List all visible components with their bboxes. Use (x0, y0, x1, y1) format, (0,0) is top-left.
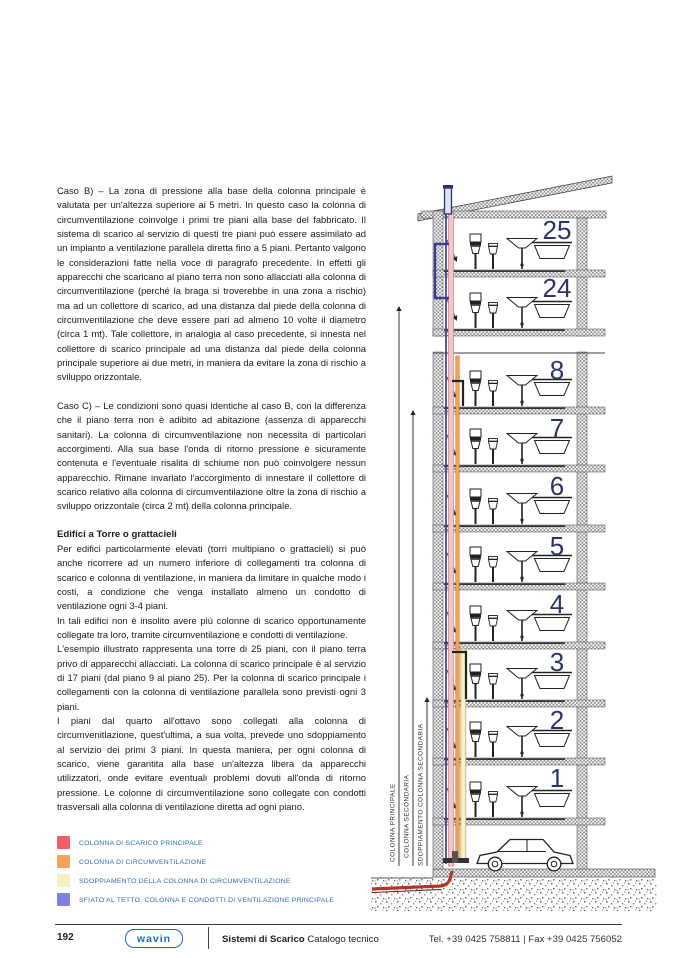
floor-number: 25 (542, 215, 572, 245)
wavin-logo-text: wavin (136, 932, 172, 945)
footer-title (222, 934, 379, 945)
paragraph-tower-1: Per edifici particolarmente elevati (torri multipiano o grattacieli) si può anche ricorrere ad un numero inferiore di collegamenti tra colonna di scarico e colonna di ventilazione, in maniera da limitare in qualche modo i costi, a condizione che venga installato almeno un condotto di ventilazione ogni 3-4 piani. (57, 542, 366, 612)
legend-label: SDOPPIAMENTO DELLA COLONNA DI CIRCUMVENTILAZIONE (79, 877, 291, 885)
legend-label: SFIATO AL TETTO, COLONNA E CONDOTTI DI VENTILAZIONE PRINCIPALE (79, 896, 335, 904)
column-extent-arrows (390, 307, 428, 866)
floor-number: 2 (549, 705, 565, 735)
footer-divider (208, 927, 209, 949)
floor-number: 3 (549, 647, 565, 677)
floor-number: 24 (542, 273, 572, 303)
label-colonna-principale: COLONNA PRINCIPALE (389, 783, 397, 862)
floor-number: 4 (549, 589, 565, 619)
car (477, 840, 573, 871)
paragraph-caso-c: Caso C) – Le condizioni sono quasi identiche al caso B, con la differenza che il piano terra non è adibito ad abitazione (assenza di apparecchi sanitari). La colonna di circumventilazione non necessita di particolari accorgimenti. Alla sua base l'onda di ritorno pressione è sicuramente contenuta e l'eventuale risalita di schiume non può coinvolgere nessun apparecchio. Rimane invariato l'accorgimento di innestare il collettore di scarico relativo alla colonna di circumventilazione oltre la zona di rischio a sviluppo orizzontale (circa 2 mt) della colonna principale. (57, 399, 366, 512)
base-fittings (452, 851, 458, 863)
roof-vent-stub (443, 185, 453, 214)
footer-title-bold: Sistemi di Scarico (222, 934, 305, 945)
paragraph-caso-b: Caso B) – La zona di pressione alla base della colonna principale è valutata per un'altezza superiore ai 5 metri. In questo caso la colonna di circumventilazione coinvolge i primi tre piani alla base del fabbricato. Il sistema di scarico al servizio di questi tre piani può essere assimilato ad un impianto a ventilazione parallela diretta fino a 5 piani. Pertanto valgono le considerazioni fatte nella voce di paragrafo precedente. In effetti gli apparecchi che scaricano al piano terra non sono allacciati alla colonna di circumventilazione (perché la braga si troverebbe in una zona a rischio) ma ad un collettore di scarico, ad una distanza dal piede della colonna di circumventilazione che deve essere pari ad almeno 10 volte il diametro (circa 1 mt). Tale collettore, in analogia al caso precedente, si innesta nel collettore di scarico principale ad una distanza dal piede della colonna principale superiore ai due metri, in maniera da evitare la zona di rischio a sviluppo orizzontale. (57, 185, 366, 383)
label-sdoppiamento-colonna-secondaria: SDOPPIAMENTO COLONNA SECONDARIA (417, 723, 425, 866)
wavin-logo (125, 929, 183, 948)
paragraph-tower-4: I piani dal quarto all'ottavo sono collegati alla colonna di circumvenitlazione, quest'ultima, a sua volta, prevede uno sdoppiamento al servizio dei primi 3 piani. In questa maniera, per ogni colonna di scarico, viene garantita alla base un'altezza libera da apparecchi utilizzatori, onde evitare eventuali problemi dovuti all'onda di ritorno pressione. Le colonne di circumventilazione sono collegate con condotti trasversali alla colonna di ventilazione diretta ad ogni piano. (57, 715, 366, 813)
section-heading: Edifici a Torre o grattacieli (57, 528, 177, 540)
label-colonna-secondaria: COLONNA SECONDARIA (403, 774, 411, 858)
circumventilation-column-pipe (456, 356, 459, 862)
ground-soil (371, 869, 657, 911)
floor-number: 7 (549, 413, 565, 443)
legend-label: COLONNA DI SCARICO PRINCIPALE (79, 839, 203, 847)
footer-title-rest: Catalogo tecnico (307, 934, 379, 945)
footer-rule (55, 924, 622, 925)
paragraph-tower-2: In tali edifici non è insolito avere più colonne di scarico opportunamente collegate tra loro, tramite circumventilazione e condotti di ventilazione. (57, 614, 366, 640)
floor-number: 6 (549, 471, 565, 501)
floor-number: 5 (549, 531, 565, 561)
footer-contact: Tel. +39 0425 758811 | Fax +39 0425 756052 (428, 934, 622, 945)
floor-number: 8 (549, 355, 565, 385)
floor-number: 1 (549, 763, 565, 793)
main-discharge-column-pipe (449, 212, 454, 866)
page-number: 192 (57, 932, 74, 943)
legend-label: COLONNA DI CIRCUMVENTILAZIONE (79, 858, 207, 866)
paragraph-tower-3: L'esempio illustrato rappresenta una torre di 25 piani, con il piano terra privo di apparecchi allacciati. La colonna di scarico principale è al servizio di 17 piani (dal piano 9 al piano 25). Per la colonna di scarico principale i collegamenti con la colonna di ventilazione parallela sono previsti ogni 3 piani. (57, 643, 366, 712)
